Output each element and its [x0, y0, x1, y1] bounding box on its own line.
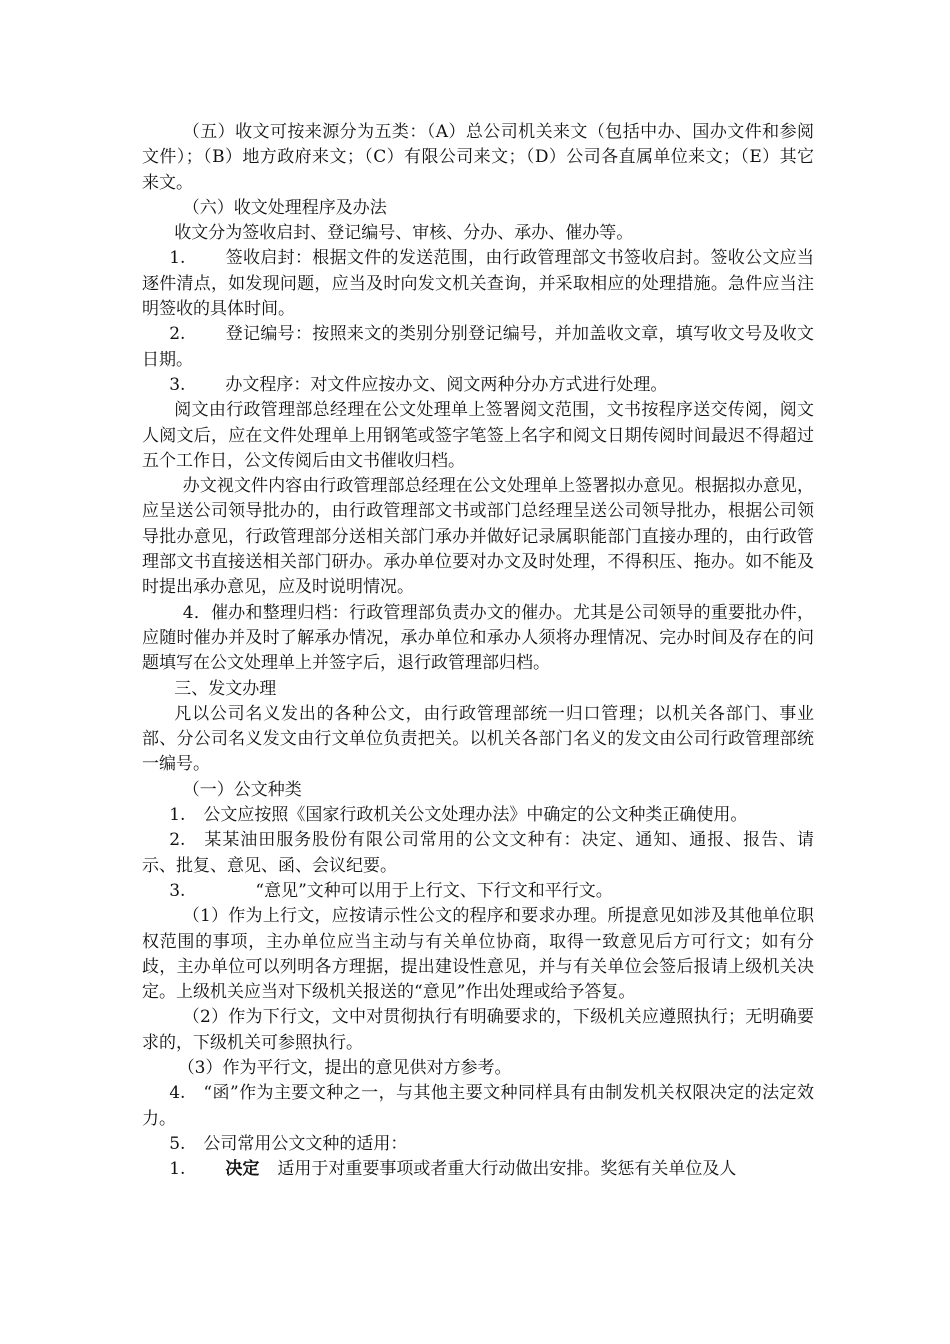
- item-number: 2.: [169, 830, 186, 851]
- paragraph-sign-open: [142, 246, 814, 322]
- paragraph-steps-overview: 收文分为签收启封、登记编号、审核、分办、承办、催办等。: [174, 223, 634, 244]
- item-text: 公司常用公文文种的适用：: [203, 1133, 408, 1154]
- paragraph-processing: 办文视文件内容由行政管理部总经理在公文处理单上签署拟办意见。根据拟办意见，应呈送公司领导批办的，由行政管理部文书或部门总经理呈送公司领导批办，根据公司领导批办意见，行政管理部分送相关部门承办并做好记录属职能部门直接办理的，由行政管理部文书直接送相关部门研办。承办单位要对办文及时处理，不得积压、拖办。如不能及时提出承办意见，应及时说明情况。: [142, 476, 814, 598]
- paragraph-upward: （1）作为上行文，应按请示性公文的程序和要求办理。所提意见如涉及其他单位职权范围的事项，主办单位应当主动与有关单位协商，取得一致意见后方可行文；如有分歧，主办单位可以列明各方理据，提出建设性意见，并与有关单位会签后报请上级机关决定。上级机关应当对下级机关报送的“意见”作出处理或给予答复。: [142, 906, 814, 1003]
- paragraph-downward: （2）作为下行文，文中对贯彻执行有明确要求的，下级机关应遵照执行；无明确要求的，下级机关可参照执行。: [142, 1007, 814, 1053]
- item-text: “意见”文种可以用于上行文、下行文和平行文。: [255, 880, 613, 901]
- paragraph-opinion-type: [142, 879, 814, 904]
- item-text: 登记编号：按照来文的类别分别登记编号，并加盖收文章，填写收文号及收文日期。: [142, 324, 814, 370]
- item-number: 4.: [169, 1083, 186, 1104]
- paragraph-letter: [142, 1081, 814, 1132]
- item-number: 2.: [169, 324, 186, 345]
- item-text: “函”作为主要文种之一，与其他主要文种同样具有由制发机关权限决定的法定效力。: [142, 1083, 814, 1129]
- item-number: 3.: [169, 880, 186, 901]
- paragraph-reading: 阅文由行政管理部总经理在公文处理单上签署阅文范围，文书按程序送交传阅，阅文人阅文后，应在文件处理单上用钢笔或签字笔签上名字和阅文日期传阅时间最迟不得超过五个工作日，公文传阅后由文书催收归档。: [142, 400, 814, 471]
- paragraph-handling: [142, 373, 814, 398]
- item-number: 3.: [169, 374, 186, 395]
- paragraph-common-types: [142, 828, 814, 879]
- item-number: 1.: [169, 805, 186, 826]
- paragraph-type-usage: [142, 803, 814, 828]
- paragraph-parallel: （3）作为平行文，提出的意见供对方参考。: [177, 1057, 512, 1078]
- item-text: 适用于对重要事项或者重大行动做出安排。奖惩有关单位及人: [277, 1159, 737, 1180]
- heading-outgoing: 三、发文办理: [174, 678, 277, 699]
- heading-doc-types: （一）公文种类: [182, 779, 302, 800]
- item-text: 签收启封：根据文件的发送范围，由行政管理部文书签收启封。签收公文应当逐件清点，如发现问题，应当及时向发文机关查询，并采取相应的处理措施。急件应当注明签收的具体时间。: [142, 248, 814, 320]
- paragraph-outgoing-management: 凡以公司名义发出的各种公文，由行政管理部统一归口管理；以机关各部门、事业部、分公司名义发文由行文单位负责把关。以机关各部门名义的发文由公司行政管理部统一编号。: [142, 703, 814, 775]
- paragraph-income-sources: （五）收文可按来源分为五类：（A）总公司机关来文（包括中办、国办文件和参阅文件）；（B）地方政府来文；（C）有限公司来文；（D）公司各直属单位来文；（E）其它来文。: [142, 122, 814, 193]
- paragraph-followup: 4．催办和整理归档：行政管理部负责办文的催办。尤其是公司领导的重要批办件，应随时催办并及时了解承办情况，承办单位和承办人须将办理情况、完办时间及存在的问题填写在公文处理单上并签字后，退行政管理部归档。: [142, 602, 814, 674]
- item-number: 1.: [169, 1159, 186, 1180]
- document-body: [142, 120, 814, 1182]
- item-number: 5.: [169, 1133, 186, 1154]
- paragraph-registration: [142, 322, 814, 373]
- item-text: 公文应按照《国家行政机关公文处理办法》中确定的公文种类正确使用。: [203, 805, 748, 826]
- item-text: 办文程序：对文件应按办文、阅文两种分办方式进行处理。: [225, 374, 668, 395]
- paragraph-decision: [142, 1157, 814, 1182]
- term-decision: 决定: [225, 1159, 260, 1180]
- item-text: 某某油田服务股份有限公司常用的公文文种有：决定、通知、通报、报告、请示、批复、意见、函、会议纪要。: [142, 830, 814, 876]
- item-number: 1.: [169, 248, 186, 269]
- paragraph-applicability: [142, 1132, 814, 1157]
- heading-procedure: （六）收文处理程序及办法: [182, 197, 387, 218]
